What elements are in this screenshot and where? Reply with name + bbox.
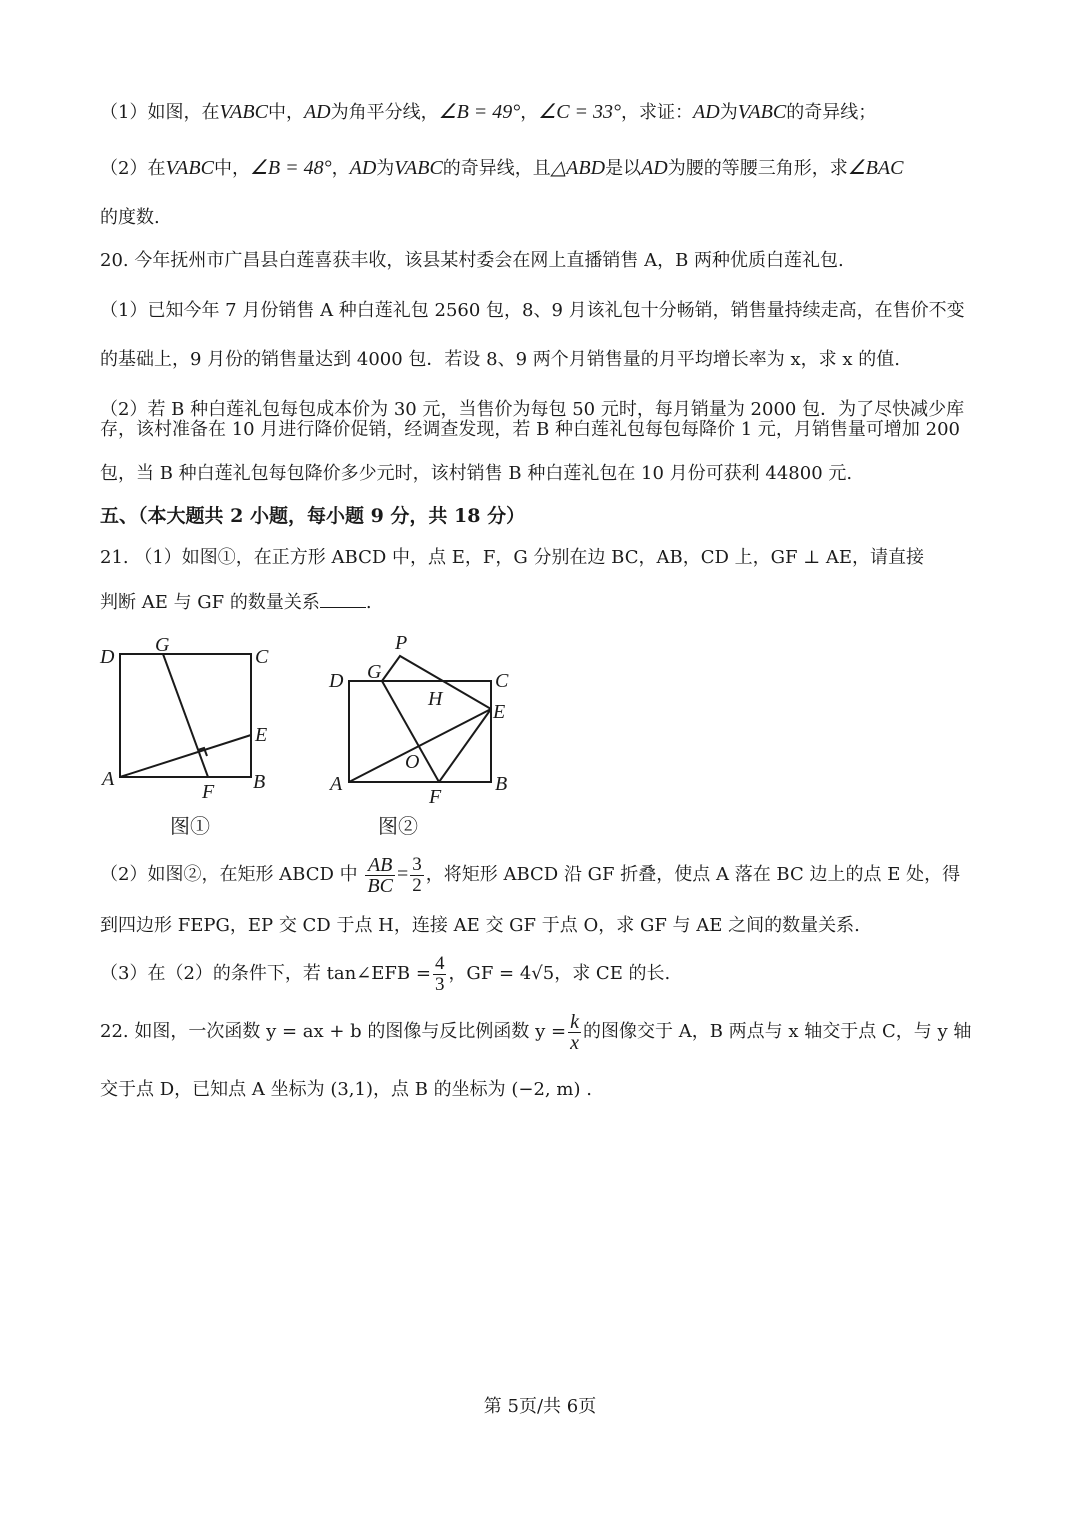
text: 22. 如图，一次函数 y = ax + b 的图像与反比例函数 y = — [100, 1021, 567, 1042]
figure-1-square — [95, 630, 285, 805]
fraction-k-x — [568, 1012, 581, 1053]
q20-part2-line2: 存，该村准备在 10 月进行降价促销，经调查发现，若 B 种白莲礼包每包每降价 1 元，月销售量可增加 200 — [100, 419, 960, 440]
q19-part2 — [100, 156, 903, 181]
denominator: BC — [367, 874, 393, 897]
text: （2）如图②，在矩形 ABCD 中 — [100, 864, 358, 885]
text: 判断 AE 与 GF 的数量关系 — [100, 592, 320, 613]
text: ，将矩形 ABCD 沿 GF 折叠，使点 A 落在 BC 边上的点 E 处，得 — [425, 864, 961, 885]
text: . — [365, 592, 372, 613]
fraction-ab-bc — [365, 855, 395, 896]
q20-part1-line2: 的基础上，9 月份的销售量达到 4000 包．若设 8、9 两个月销售量的月平均增长率为 x，求 x 的值. — [100, 349, 900, 370]
math: AD — [693, 101, 720, 123]
denominator: 2 — [412, 874, 422, 896]
text: 的图像交于 A，B 两点与 x 轴交于点 C，与 y 轴 — [583, 1021, 972, 1042]
q20-intro: 20. 今年抚州市广昌县白莲喜获丰收，该县某村委会在网上直播销售 A，B 两种优质白莲礼包. — [100, 250, 844, 271]
math: ∠B = 48° — [249, 157, 332, 179]
text: （1）如图，在 — [100, 102, 220, 123]
q20-part1-line1: （1）已知今年 7 月份销售 A 种白莲礼包 2560 包，8、9 月该礼包十分畅销，销售量持续走高，在售价不变 — [100, 300, 965, 321]
q19-part1 — [100, 100, 876, 125]
q22-line2: 交于点 D，已知点 A 坐标为 (3,1)，点 B 的坐标为 (−2, m) . — [100, 1079, 592, 1100]
page-number: 第 5页/共 6页 — [483, 1396, 597, 1417]
q20-part2-line1: （2）若 B 种白莲礼包每包成本价为 30 元，当售价为每包 50 元时，每月销量为 2000 包．为了尽快减少库 — [100, 399, 965, 420]
numerator: 4 — [434, 952, 445, 974]
answer-blank — [320, 591, 366, 608]
label-E: E — [255, 724, 268, 746]
text: ，GF = 4√5，求 CE 的长. — [448, 963, 671, 984]
text: 为 — [719, 102, 738, 123]
label-H: H — [428, 688, 443, 710]
text: （2）在 — [100, 158, 166, 179]
section-heading: 五、（本大题共 2 小题，每小题 9 分，共 18 分） — [100, 505, 526, 527]
numerator: 3 — [412, 853, 422, 875]
numerator: AB — [365, 855, 395, 876]
label-C: C — [255, 646, 269, 668]
label-A: A — [102, 768, 115, 790]
figure-2-caption: 图② — [378, 814, 418, 838]
label-D: D — [100, 646, 115, 668]
label-P: P — [395, 632, 408, 654]
math: AD — [641, 157, 668, 179]
text: 的奇异线，且 — [442, 158, 551, 179]
math: △ABD — [550, 157, 606, 179]
label-G: G — [367, 661, 382, 683]
text: 的奇异线； — [786, 102, 877, 123]
text: ， — [331, 158, 350, 179]
text: 为角平分线， — [330, 102, 439, 123]
label-G: G — [155, 634, 170, 656]
math: AD — [349, 157, 377, 179]
figure-1-caption: 图① — [170, 814, 210, 838]
label-F: F — [202, 781, 215, 803]
math: ∠C = 33° — [538, 101, 622, 123]
q21-part2-line2: 到四边形 FEPG，EP 交 CD 于点 H，连接 AE 交 GF 于点 O，求 GF 与 AE 之间的数量关系. — [100, 915, 860, 936]
fraction-4-3 — [433, 954, 447, 995]
q21-part1-line1: 21. （1）如图①，在正方形 ABCD 中，点 E，F，G 分别在边 BC，AB，CD 上，GF ⊥ AE，请直接 — [100, 547, 925, 568]
math: VABC — [737, 101, 787, 123]
label-D: D — [329, 670, 344, 692]
equals: = — [396, 863, 409, 885]
text: 中， — [213, 158, 250, 179]
q22-line1 — [100, 1010, 971, 1054]
denominator: 3 — [434, 973, 445, 995]
label-C: C — [495, 670, 509, 692]
text: ，求证： — [621, 102, 694, 123]
math: VABC — [394, 157, 443, 179]
q21-part2-line1 — [100, 852, 960, 897]
label-B: B — [253, 771, 266, 793]
math: ∠B = 49° — [438, 101, 521, 123]
q21-part1-line2 — [100, 591, 372, 615]
label-A: A — [330, 773, 343, 795]
math: AD — [303, 101, 331, 123]
text: 为 — [376, 158, 395, 179]
math: VABC — [165, 157, 214, 179]
math: ∠BAC — [847, 157, 904, 179]
text: 为腰的等腰三角形，求 — [667, 158, 848, 179]
text: 中， — [267, 102, 304, 123]
q19-part2-cont: 的度数. — [100, 207, 160, 228]
math: VABC — [219, 101, 268, 123]
text: 是以 — [605, 158, 642, 179]
label-O: O — [405, 751, 420, 773]
label-F: F — [429, 786, 442, 808]
figure-2-rectangle — [325, 630, 525, 810]
fraction-3-2 — [410, 855, 424, 896]
denominator: x — [570, 1031, 579, 1054]
q21-part3 — [100, 952, 670, 996]
text: ， — [520, 102, 539, 123]
numerator: k — [570, 1010, 579, 1033]
text: （3）在（2）的条件下，若 tan∠EFB = — [100, 963, 431, 984]
label-E: E — [493, 701, 506, 723]
label-B: B — [495, 773, 508, 795]
q20-part2-line3: 包，当 B 种白莲礼包每包降价多少元时，该村销售 B 种白莲礼包在 10 月份可获利 44800 元. — [100, 463, 853, 484]
